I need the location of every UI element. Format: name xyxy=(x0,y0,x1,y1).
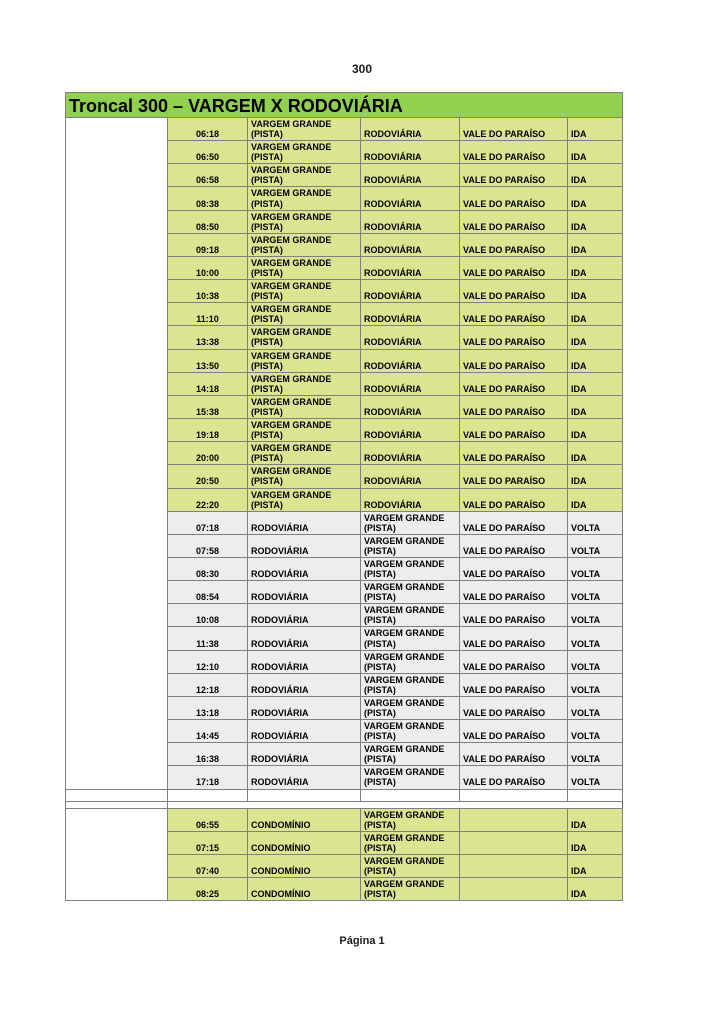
direction-cell: VOLTA xyxy=(568,581,623,604)
destination-cell: RODOVIÁRIA xyxy=(361,442,460,465)
origin-cell: RODOVIÁRIA xyxy=(248,720,361,743)
origin-cell: CONDOMÍNIO xyxy=(248,878,361,901)
destination-cell: RODOVIÁRIA xyxy=(361,187,460,210)
time-cell: 10:00 xyxy=(168,256,248,279)
destination-cell: RODOVIÁRIA xyxy=(361,303,460,326)
time-cell: 19:18 xyxy=(168,419,248,442)
time-cell: 22:20 xyxy=(168,488,248,511)
via-cell: VALE DO PARAÍSO xyxy=(460,141,568,164)
via-cell xyxy=(460,831,568,854)
destination-cell: VARGEM GRANDE (PISTA) xyxy=(361,854,460,877)
destination-cell: VARGEM GRANDE (PISTA) xyxy=(361,511,460,534)
direction-cell: VOLTA xyxy=(568,696,623,719)
direction-cell: IDA xyxy=(568,808,623,831)
direction-cell: IDA xyxy=(568,488,623,511)
origin-cell: CONDOMÍNIO xyxy=(248,831,361,854)
time-cell: 20:50 xyxy=(168,465,248,488)
destination-cell: VARGEM GRANDE (PISTA) xyxy=(361,627,460,650)
destination-cell: VARGEM GRANDE (PISTA) xyxy=(361,720,460,743)
destination-cell: RODOVIÁRIA xyxy=(361,118,460,141)
gap-cell xyxy=(568,801,623,808)
destination-cell: RODOVIÁRIA xyxy=(361,395,460,418)
origin-cell: VARGEM GRANDE (PISTA) xyxy=(248,419,361,442)
gap-cell xyxy=(168,801,248,808)
origin-cell: RODOVIÁRIA xyxy=(248,766,361,789)
destination-cell: RODOVIÁRIA xyxy=(361,372,460,395)
direction-cell: IDA xyxy=(568,141,623,164)
destination-cell: VARGEM GRANDE (PISTA) xyxy=(361,673,460,696)
time-cell: 20:00 xyxy=(168,442,248,465)
schedule-table xyxy=(65,92,623,901)
time-cell: 06:58 xyxy=(168,164,248,187)
via-cell: VALE DO PARAÍSO xyxy=(460,465,568,488)
destination-cell: RODOVIÁRIA xyxy=(361,419,460,442)
time-cell: 08:38 xyxy=(168,187,248,210)
destination-cell: VARGEM GRANDE (PISTA) xyxy=(361,604,460,627)
time-cell: 06:50 xyxy=(168,141,248,164)
time-cell: 11:10 xyxy=(168,303,248,326)
direction-cell: VOLTA xyxy=(568,766,623,789)
origin-cell: CONDOMÍNIO xyxy=(248,808,361,831)
origin-cell: RODOVIÁRIA xyxy=(248,557,361,580)
time-cell: 06:18 xyxy=(168,118,248,141)
origin-cell: RODOVIÁRIA xyxy=(248,604,361,627)
destination-cell: VARGEM GRANDE (PISTA) xyxy=(361,878,460,901)
time-cell: 09:18 xyxy=(168,233,248,256)
via-cell: VALE DO PARAÍSO xyxy=(460,604,568,627)
via-cell: VALE DO PARAÍSO xyxy=(460,557,568,580)
page-footer: Página 1 xyxy=(339,935,385,947)
direction-cell: VOLTA xyxy=(568,673,623,696)
direction-cell: IDA xyxy=(568,372,623,395)
origin-cell: VARGEM GRANDE (PISTA) xyxy=(248,118,361,141)
origin-cell: VARGEM GRANDE (PISTA) xyxy=(248,442,361,465)
direction-cell: VOLTA xyxy=(568,627,623,650)
via-cell: VALE DO PARAÍSO xyxy=(460,210,568,233)
via-cell: VALE DO PARAÍSO xyxy=(460,627,568,650)
route-title: Troncal 300 – VARGEM X RODOVIÁRIA xyxy=(66,93,623,118)
destination-cell: RODOVIÁRIA xyxy=(361,280,460,303)
empty-cell xyxy=(568,789,623,801)
time-cell: 13:50 xyxy=(168,349,248,372)
via-cell: VALE DO PARAÍSO xyxy=(460,164,568,187)
origin-cell: VARGEM GRANDE (PISTA) xyxy=(248,395,361,418)
destination-cell: VARGEM GRANDE (PISTA) xyxy=(361,557,460,580)
destination-cell: RODOVIÁRIA xyxy=(361,349,460,372)
origin-cell: VARGEM GRANDE (PISTA) xyxy=(248,141,361,164)
time-cell: 14:45 xyxy=(168,720,248,743)
direction-cell: IDA xyxy=(568,878,623,901)
origin-cell: VARGEM GRANDE (PISTA) xyxy=(248,256,361,279)
via-cell: VALE DO PARAÍSO xyxy=(460,349,568,372)
direction-cell: VOLTA xyxy=(568,743,623,766)
direction-cell: IDA xyxy=(568,419,623,442)
direction-cell: IDA xyxy=(568,465,623,488)
via-cell: VALE DO PARAÍSO xyxy=(460,118,568,141)
via-cell: VALE DO PARAÍSO xyxy=(460,326,568,349)
time-cell: 10:08 xyxy=(168,604,248,627)
origin-cell: VARGEM GRANDE (PISTA) xyxy=(248,465,361,488)
empty-cell xyxy=(168,789,248,801)
title-row xyxy=(66,93,623,118)
via-cell xyxy=(460,854,568,877)
time-cell: 15:38 xyxy=(168,395,248,418)
via-cell: VALE DO PARAÍSO xyxy=(460,511,568,534)
origin-cell: RODOVIÁRIA xyxy=(248,534,361,557)
origin-cell: VARGEM GRANDE (PISTA) xyxy=(248,164,361,187)
origin-cell: VARGEM GRANDE (PISTA) xyxy=(248,488,361,511)
origin-cell: VARGEM GRANDE (PISTA) xyxy=(248,280,361,303)
destination-cell: VARGEM GRANDE (PISTA) xyxy=(361,831,460,854)
origin-cell: VARGEM GRANDE (PISTA) xyxy=(248,187,361,210)
direction-cell: IDA xyxy=(568,233,623,256)
destination-cell: RODOVIÁRIA xyxy=(361,326,460,349)
direction-cell: IDA xyxy=(568,164,623,187)
destination-cell: RODOVIÁRIA xyxy=(361,233,460,256)
direction-cell: IDA xyxy=(568,210,623,233)
time-cell: 16:38 xyxy=(168,743,248,766)
time-cell: 07:15 xyxy=(168,831,248,854)
via-cell xyxy=(460,808,568,831)
direction-cell: IDA xyxy=(568,442,623,465)
origin-cell: RODOVIÁRIA xyxy=(248,673,361,696)
destination-cell: VARGEM GRANDE (PISTA) xyxy=(361,581,460,604)
time-cell: 07:58 xyxy=(168,534,248,557)
gap-cell xyxy=(460,801,568,808)
left-spacer-cell xyxy=(66,118,168,790)
via-cell: VALE DO PARAÍSO xyxy=(460,534,568,557)
time-cell: 07:18 xyxy=(168,511,248,534)
direction-cell: VOLTA xyxy=(568,604,623,627)
time-cell: 12:18 xyxy=(168,673,248,696)
gap-row xyxy=(66,801,623,808)
origin-cell: VARGEM GRANDE (PISTA) xyxy=(248,326,361,349)
origin-cell: RODOVIÁRIA xyxy=(248,581,361,604)
origin-cell: CONDOMÍNIO xyxy=(248,854,361,877)
time-cell: 07:40 xyxy=(168,854,248,877)
direction-cell: IDA xyxy=(568,280,623,303)
origin-cell: VARGEM GRANDE (PISTA) xyxy=(248,233,361,256)
origin-cell: VARGEM GRANDE (PISTA) xyxy=(248,210,361,233)
via-cell: VALE DO PARAÍSO xyxy=(460,696,568,719)
left-spacer-cell xyxy=(66,808,168,901)
direction-cell: VOLTA xyxy=(568,557,623,580)
time-cell: 12:10 xyxy=(168,650,248,673)
origin-cell: RODOVIÁRIA xyxy=(248,650,361,673)
destination-cell: RODOVIÁRIA xyxy=(361,164,460,187)
direction-cell: IDA xyxy=(568,831,623,854)
via-cell: VALE DO PARAÍSO xyxy=(460,581,568,604)
time-cell: 08:25 xyxy=(168,878,248,901)
gap-cell xyxy=(66,801,168,808)
empty-cell xyxy=(460,789,568,801)
table-row xyxy=(66,808,623,831)
time-cell: 08:30 xyxy=(168,557,248,580)
direction-cell: VOLTA xyxy=(568,720,623,743)
document-header-number: 300 xyxy=(351,62,373,76)
gap-cell xyxy=(248,801,361,808)
direction-cell: IDA xyxy=(568,118,623,141)
origin-cell: RODOVIÁRIA xyxy=(248,743,361,766)
direction-cell: IDA xyxy=(568,256,623,279)
destination-cell: VARGEM GRANDE (PISTA) xyxy=(361,743,460,766)
destination-cell: VARGEM GRANDE (PISTA) xyxy=(361,766,460,789)
via-cell: VALE DO PARAÍSO xyxy=(460,419,568,442)
via-cell: VALE DO PARAÍSO xyxy=(460,650,568,673)
gap-cell xyxy=(361,801,460,808)
direction-cell: IDA xyxy=(568,303,623,326)
time-cell: 17:18 xyxy=(168,766,248,789)
time-cell: 14:18 xyxy=(168,372,248,395)
direction-cell: IDA xyxy=(568,187,623,210)
origin-cell: VARGEM GRANDE (PISTA) xyxy=(248,303,361,326)
direction-cell: VOLTA xyxy=(568,511,623,534)
via-cell: VALE DO PARAÍSO xyxy=(460,187,568,210)
direction-cell: IDA xyxy=(568,326,623,349)
via-cell: VALE DO PARAÍSO xyxy=(460,303,568,326)
direction-cell: IDA xyxy=(568,349,623,372)
via-cell: VALE DO PARAÍSO xyxy=(460,720,568,743)
separator-row xyxy=(66,789,623,801)
time-cell: 10:38 xyxy=(168,280,248,303)
time-cell: 13:18 xyxy=(168,696,248,719)
destination-cell: VARGEM GRANDE (PISTA) xyxy=(361,650,460,673)
origin-cell: VARGEM GRANDE (PISTA) xyxy=(248,349,361,372)
destination-cell: RODOVIÁRIA xyxy=(361,488,460,511)
destination-cell: RODOVIÁRIA xyxy=(361,465,460,488)
origin-cell: RODOVIÁRIA xyxy=(248,627,361,650)
via-cell: VALE DO PARAÍSO xyxy=(460,280,568,303)
via-cell: VALE DO PARAÍSO xyxy=(460,766,568,789)
direction-cell: VOLTA xyxy=(568,534,623,557)
destination-cell: VARGEM GRANDE (PISTA) xyxy=(361,808,460,831)
left-spacer-cell xyxy=(66,789,168,801)
via-cell: VALE DO PARAÍSO xyxy=(460,233,568,256)
table-row xyxy=(66,118,623,141)
via-cell: VALE DO PARAÍSO xyxy=(460,395,568,418)
destination-cell: VARGEM GRANDE (PISTA) xyxy=(361,696,460,719)
time-cell: 11:38 xyxy=(168,627,248,650)
empty-cell xyxy=(248,789,361,801)
via-cell: VALE DO PARAÍSO xyxy=(460,442,568,465)
via-cell: VALE DO PARAÍSO xyxy=(460,488,568,511)
via-cell: VALE DO PARAÍSO xyxy=(460,743,568,766)
origin-cell: RODOVIÁRIA xyxy=(248,511,361,534)
via-cell: VALE DO PARAÍSO xyxy=(460,372,568,395)
origin-cell: RODOVIÁRIA xyxy=(248,696,361,719)
direction-cell: VOLTA xyxy=(568,650,623,673)
destination-cell: RODOVIÁRIA xyxy=(361,141,460,164)
via-cell xyxy=(460,878,568,901)
destination-cell: VARGEM GRANDE (PISTA) xyxy=(361,534,460,557)
time-cell: 08:50 xyxy=(168,210,248,233)
time-cell: 06:55 xyxy=(168,808,248,831)
origin-cell: VARGEM GRANDE (PISTA) xyxy=(248,372,361,395)
time-cell: 13:38 xyxy=(168,326,248,349)
destination-cell: RODOVIÁRIA xyxy=(361,256,460,279)
direction-cell: IDA xyxy=(568,395,623,418)
via-cell: VALE DO PARAÍSO xyxy=(460,256,568,279)
direction-cell: IDA xyxy=(568,854,623,877)
time-cell: 08:54 xyxy=(168,581,248,604)
schedule-table-body xyxy=(66,93,623,901)
empty-cell xyxy=(361,789,460,801)
destination-cell: RODOVIÁRIA xyxy=(361,210,460,233)
via-cell: VALE DO PARAÍSO xyxy=(460,673,568,696)
